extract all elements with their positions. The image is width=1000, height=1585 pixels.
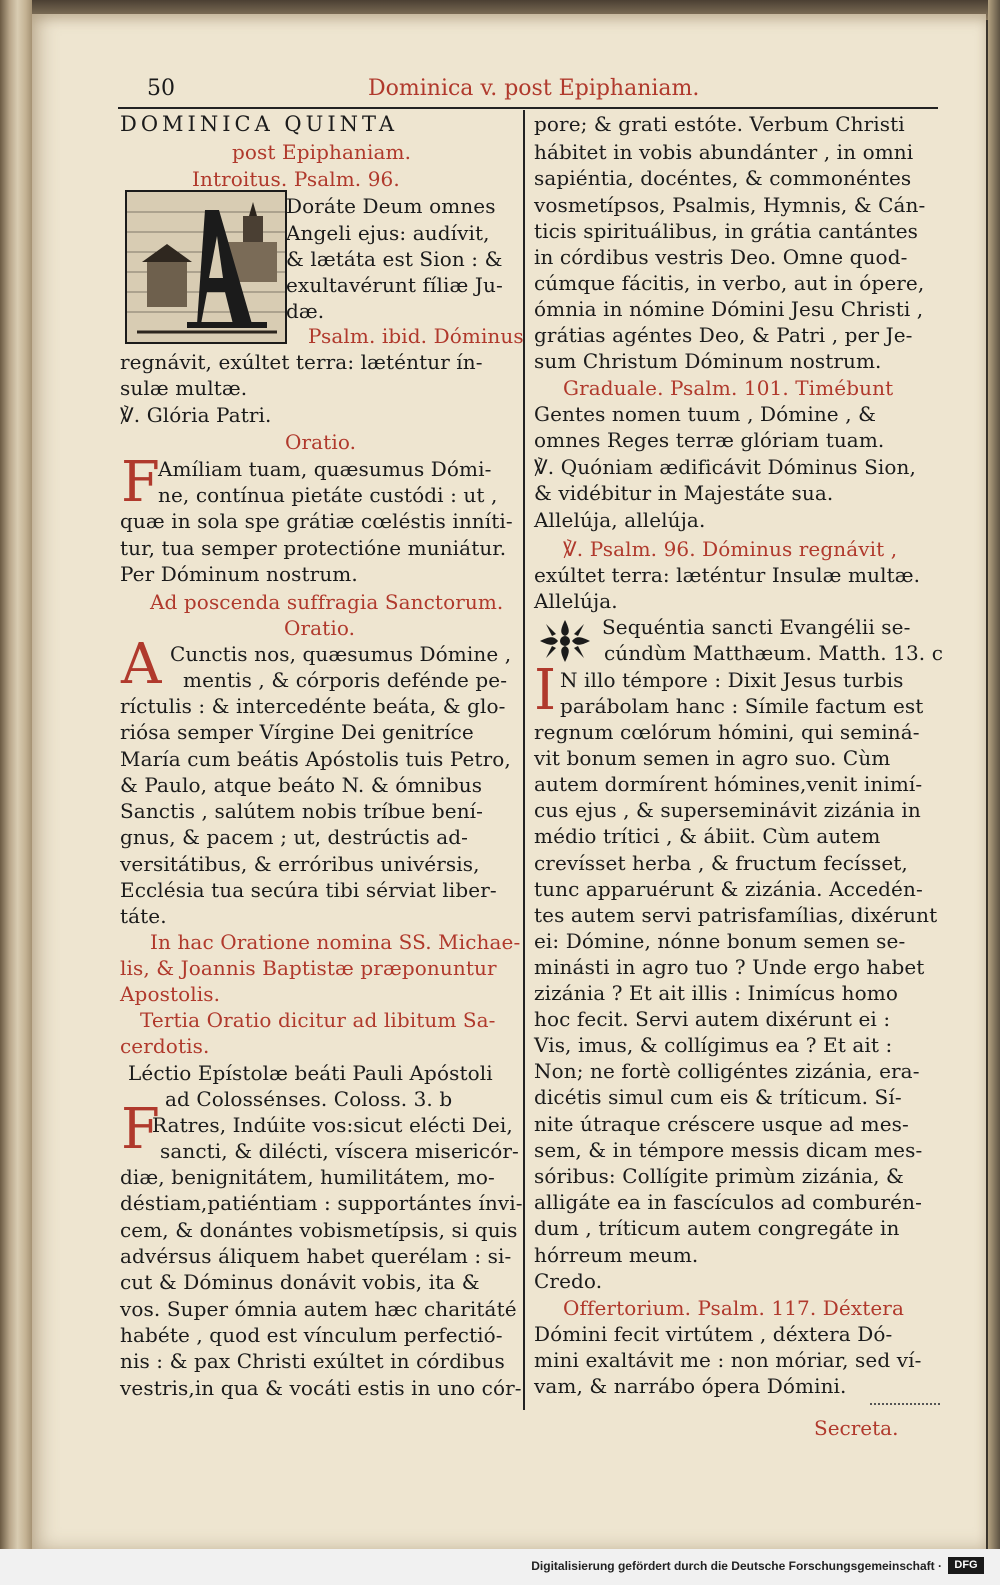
left-column-line: regnávit, exúltet terra: læténtur ín- [120,350,483,374]
catchword: Secreta. [814,1416,899,1440]
left-column-line: Doráte Deum omnes [286,194,496,218]
footer-credit: Digitalisierung gefördert durch die Deutsche Forschungsgemeinschaft · [531,1559,942,1573]
book-fore-edge [0,0,32,1585]
right-column-line: cúndùm Matthæum. Matth. 13. c [604,641,944,665]
right-column-line: grátias agéntes Deo, & Patri , per Je- [534,323,913,347]
left-column-line: Per Dóminum nostrum. [120,562,358,586]
right-column-line: ℣. Psalm. 96. Dóminus regnávit , [563,537,898,561]
book-right-edge [988,0,1000,1585]
left-column-line: riósa semper Vírgine Dei genitríce [120,720,474,744]
right-column-line: vam, & narrábo ópera Dómini. [534,1374,847,1398]
left-column-line: quæ in sola spe grátiæ cœléstis inníti- [120,509,513,533]
header-rule [118,107,938,109]
left-column-line: exultavérunt fíliæ Ju- [286,273,503,297]
right-column-line: crevísset herba , & fructum fecísset, [534,851,908,875]
left-column-line: ne, contínua pietáte custódi : ut , [158,483,498,507]
left-column-line: habéte , quod est vínculum perfectió- [120,1323,503,1347]
right-column-line: hórreum meum. [534,1243,699,1267]
left-column-line: Ratres, Indúite vos:sicut elécti Dei, [152,1113,513,1137]
initial-a-oratio: A [121,632,162,697]
right-column-line: ticis spirituálibus, in grátia cantántes [534,219,918,243]
right-column-line: sapiéntia, docéntes, & commonéntes [534,166,912,190]
right-column-line: Dómini fecit virtútem , déxtera Dó- [534,1322,893,1346]
left-column-line: Apostolis. [120,982,221,1006]
digitization-footer [0,1549,1000,1585]
right-column-line: tes autem servi patrisfamílias, dixérunt [534,903,938,927]
left-column-line: ad Colossénses. Coloss. 3. b [165,1087,453,1111]
left-column-line: Ad poscenda suffragia Sanctorum. [150,590,504,614]
left-column-line: nis : & pax Christi exúltet in córdibus [120,1349,505,1373]
right-column-line: Credo. [534,1269,603,1293]
right-column-line: Allelúja. [534,589,618,613]
right-column-line: ómnia in nómine Dómini Jesu Christi , [534,297,924,321]
left-column-line: vestris,in qua & vocáti estis in uno cór- [120,1376,522,1400]
right-column-line: dicétis simul cum eis & tríticum. Sí- [534,1085,902,1109]
right-column-line: Gentes nomen tuum , Dómine , & [534,402,877,426]
right-column-line: parábolam hanc : Símile factum est [560,694,924,718]
right-column-line: minásti in agro tuo ? Unde ergo habet [534,955,925,979]
left-column-line: & Paulo, atque beáto N. & ómnibus [120,773,483,797]
left-column-line: post Epiphaniam. [232,140,412,164]
woodcut-initial-a [125,190,287,344]
initial-f-epistle: F [121,1097,160,1162]
left-column-line: táte. [120,904,167,928]
right-column-line: hoc fecit. Servi autem dixérunt ei : [534,1007,891,1031]
initial-i-gospel: I [534,658,557,723]
left-column-line: sancti, & dilécti, víscera misericór- [160,1139,519,1163]
left-column-line: lis, & Joannis Baptistæ præponuntur [120,956,497,980]
left-column-line: & lætáta est Sion : & [286,247,503,271]
right-column-line: exúltet terra: læténtur Insulæ multæ. [534,563,921,587]
left-column-line: cem, & donántes vobismetípsis, si quis [120,1218,518,1242]
right-column-line: & vidébitur in Majestáte sua. [534,481,834,505]
left-column-line: Tertia Oratio dicitur ad libitum Sa- [140,1008,496,1032]
right-column-line: vit bonum semen in agro suo. Cùm [534,746,891,770]
left-column-line: cut & Dóminus donávit vobis, ita & [120,1270,480,1294]
left-column-line: advérsus áliquem habet querélam : si- [120,1244,512,1268]
right-column-line: vosmetípsos, Psalmis, Hymnis, & Cán- [534,193,926,217]
right-column-line: omnes Reges terræ glóriam tuam. [534,428,885,452]
right-column-line: nite útraque créscere usque ad mes- [534,1112,909,1136]
right-column-line: Offertorium. Psalm. 117. Déxtera [563,1296,904,1320]
right-column-line: Allelúja, allelúja. [534,508,706,532]
right-column-line: pore; & grati estóte. Verbum Christi [534,112,905,136]
right-column-line: tunc apparuérunt & zizánia. Accedén- [534,877,923,901]
fleuron-ornament [536,618,594,664]
left-column-line: cerdotis. [120,1034,210,1058]
right-column-line: zizánia ? Et ait illis : Inimícus homo [534,981,899,1005]
right-column-line: sóribus: Collígite primùm zizánia, & [534,1164,904,1188]
left-column-line: Sanctis , salútem nobis tríbue bení- [120,799,484,823]
left-column-line: In hac Oratione nomina SS. Michae- [150,930,521,954]
right-column-line: ei: Dómine, nónne bonum semen se- [534,929,906,953]
left-column-line: Amíliam tuam, quæsumus Dómi- [158,457,492,481]
right-column-line: cúmque fácitis, in verbo, aut in ópere, [534,271,925,295]
left-column-line: Léctio Epístolæ beáti Pauli Apóstoli [128,1061,493,1085]
left-column-line: Cunctis nos, quæsumus Dómine , [170,642,512,666]
left-column-line: ríctulis : & intercedénte beáta, & glo- [120,694,506,718]
left-column-line: dæ. [286,299,325,323]
right-column-line: Graduale. Psalm. 101. Timébunt [563,376,894,400]
left-column-line: mentis , & córporis defénde pe- [183,668,508,692]
left-column-line: Oratio. [285,430,357,454]
right-column-line: Non; ne fortè colligéntes zizánia, era- [534,1059,920,1083]
left-column-line: ℣. Glória Patri. [120,403,272,427]
right-column-line: Vis, imus, & collígimus ea ? Et ait : [534,1033,893,1057]
right-column-line: sum Christum Dóminum nostrum. [534,349,882,373]
left-column-line: DOMINICA QUINTA [120,112,399,136]
left-column-line: Introitus. Psalm. 96. [192,167,400,191]
left-column-line: déstiam,patiéntiam : supportántes ínvi- [120,1191,523,1215]
column-end-dots [870,1403,940,1407]
left-column-line: diæ, benignitátem, humilitátem, mo- [120,1165,495,1189]
left-column-line: versitátibus, & erróribus univérsis, [120,852,480,876]
right-column-line: Sequéntia sancti Evangélii se- [602,615,911,639]
initial-f-oratio: F [121,450,160,515]
right-column-line: autem dormírent hómines,venit inimí- [534,772,923,796]
right-column-line: mini exaltávit me : non móriar, sed ví- [534,1348,922,1372]
right-column-line: N illo témpore : Dixit Jesus turbis [560,668,904,692]
right-column-line: sem, & in témpore messis dicam mes- [534,1138,923,1162]
left-column-line: Angeli ejus: audívit, [286,221,490,245]
left-column-line: sulæ multæ. [120,376,248,400]
right-column-line: alligáte ea in fascículos ad comburén- [534,1190,922,1214]
column-divider [523,110,525,1410]
right-column-line: ℣. Quóniam ædificávit Dóminus Sion, [534,455,916,479]
right-column-line: médio trítici , & ábiit. Cùm autem [534,824,881,848]
left-column-line: Psalm. ibid. Dóminus [308,324,524,348]
left-column-line: Ecclésia tua secúra tibi sérviat liber- [120,878,497,902]
running-title: Dominica v. post Epiphaniam. [368,76,700,101]
right-column-line: cus ejus , & superseminávit zizánia in [534,798,921,822]
right-column-line: regnum cœlórum hómini, qui seminá- [534,720,920,744]
page-number: 50 [147,76,175,101]
right-column-line: hábitet in vobis abundánter , in omni [534,140,914,164]
right-column-line: dum , tríticum autem congregáte in [534,1216,900,1240]
left-column-line: Oratio. [284,616,356,640]
left-column-line: María cum beátis Apóstolis tuis Petro, [120,747,511,771]
right-column-line: in córdibus vestris Deo. Omne quod- [534,245,908,269]
left-column-line: vos. Super ómnia autem hæc charitáté [120,1297,517,1321]
dfg-logo: DFG [948,1557,984,1574]
left-column-line: tur, tua semper protectióne muniátur. [120,536,507,560]
left-column-line: gnus, & pacem ; ut, destrúctis ad- [120,825,469,849]
